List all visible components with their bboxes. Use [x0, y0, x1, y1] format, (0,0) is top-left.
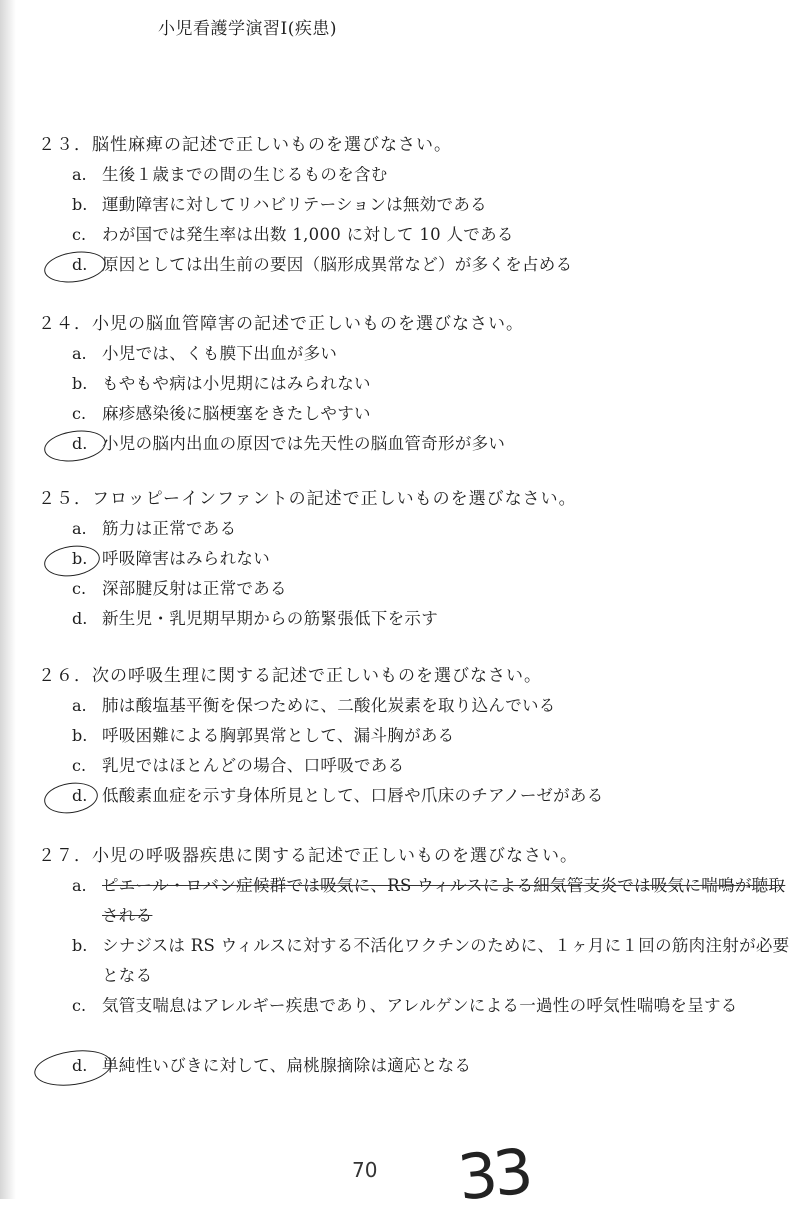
option-b: [38, 931, 798, 991]
option-letter: c.: [72, 404, 87, 423]
option-text: 麻疹感染後に脳梗塞をきたしやすい: [102, 404, 371, 423]
option-letter: c.: [72, 579, 87, 598]
scan-edge-shadow: [0, 0, 16, 1199]
option-text: もやもや病は小児期にはみられない: [102, 374, 371, 393]
option-letter: a.: [72, 696, 87, 715]
option-text: シナジスは RS ウィルスに対する不活化ワクチンのために、１ヶ月に１回の筋肉注射が必要となる: [102, 936, 790, 985]
option-text: 筋力は正常である: [102, 519, 237, 538]
option-text: 運動障害に対してリハビリテーションは無効である: [102, 195, 487, 214]
option-a: [38, 871, 798, 931]
option-letter: c.: [72, 225, 87, 244]
option-letter: a.: [72, 344, 87, 363]
option-text: 低酸素血症を示す身体所見として、口唇や爪床のチアノーゼがある: [102, 786, 604, 805]
option-a: [38, 514, 798, 544]
option-letter: b.: [72, 195, 88, 214]
option-letter: d.: [72, 609, 88, 628]
question-text: ２３．脳性麻痺の記述で正しいものを選びなさい。: [38, 135, 452, 155]
question-24: [38, 309, 798, 459]
option-text: 新生児・乳児期早期からの筋緊張低下を示す: [102, 609, 438, 628]
answer-circle-mark: [42, 779, 100, 816]
question-26: [38, 661, 798, 811]
option-text: 原因としては出生前の要因（脳形成異常など）が多くを占める: [102, 255, 573, 274]
question-27: [38, 841, 798, 1081]
option-letter: d.: [72, 255, 88, 274]
option-letter: a.: [72, 519, 87, 538]
option-text: 単純性いびきに対して、扁桃腺摘除は適応となる: [102, 1056, 472, 1075]
option-a: [38, 339, 798, 369]
option-text: 小児では、くも膜下出血が多い: [102, 344, 338, 363]
option-letter: b.: [72, 726, 88, 745]
option-c: [38, 751, 798, 781]
option-letter: c.: [72, 756, 87, 775]
handwritten-page-number: 33: [454, 1134, 533, 1215]
option-text: 生後１歳までの間の生じるものを含む: [102, 165, 388, 184]
option-d: [38, 1051, 798, 1081]
page-title: 小児看護学演習Ⅰ(疾患): [158, 19, 337, 39]
option-d: [38, 429, 798, 459]
option-d: [38, 250, 798, 280]
option-text: 乳児ではほとんどの場合、口呼吸である: [102, 756, 405, 775]
option-letter: c.: [72, 996, 87, 1015]
question-25: [38, 484, 798, 634]
option-text: 肺は酸塩基平衡を保つために、二酸化炭素を取り込んでいる: [102, 696, 556, 715]
option-letter: b.: [72, 549, 88, 568]
option-letter: b.: [72, 374, 88, 393]
option-a: [38, 691, 798, 721]
option-letter: d.: [72, 786, 88, 805]
option-text: 小児の脳内出血の原因では先天性の脳血管奇形が多い: [102, 434, 506, 453]
option-d: [38, 604, 798, 634]
option-text: ピエール・ロバン症候群では吸気に、RS ウィルスによる細気管支炎では吸気に喘鳴が聴取される: [102, 876, 786, 925]
question-text: ２６．次の呼吸生理に関する記述で正しいものを選びなさい。: [38, 666, 542, 686]
option-letter: d.: [72, 434, 88, 453]
question-text: ２５．フロッピーインファントの記述で正しいものを選びなさい。: [38, 489, 577, 509]
option-letter: a.: [72, 165, 87, 184]
option-letter: d.: [72, 1056, 88, 1075]
question-text: ２７．小児の呼吸器疾患に関する記述で正しいものを選びなさい。: [38, 846, 578, 866]
question-text: ２４．小児の脳血管障害の記述で正しいものを選びなさい。: [38, 314, 524, 334]
option-a: [38, 160, 798, 190]
option-c: [38, 220, 798, 250]
option-c: [38, 574, 798, 604]
option-b: [38, 190, 798, 220]
question-23: [38, 130, 798, 280]
option-b: [38, 544, 798, 574]
option-text: わが国では発生率は出数 1,000 に対して 10 人である: [102, 225, 514, 244]
option-c: [38, 991, 798, 1051]
option-d: [38, 781, 798, 811]
option-c: [38, 399, 798, 429]
option-letter: b.: [72, 936, 88, 955]
option-text: 呼吸障害はみられない: [102, 549, 270, 568]
option-b: [38, 369, 798, 399]
option-b: [38, 721, 798, 751]
option-letter: a.: [72, 876, 87, 895]
page-number: 70: [352, 1158, 378, 1182]
option-text: 呼吸困難による胸郭異常として、漏斗胸がある: [102, 726, 455, 745]
option-text: 深部腱反射は正常である: [102, 579, 287, 598]
option-text: 気管支喘息はアレルギー疾患であり、アレルゲンによる一過性の呼気性喘鳴を呈する: [102, 996, 738, 1015]
